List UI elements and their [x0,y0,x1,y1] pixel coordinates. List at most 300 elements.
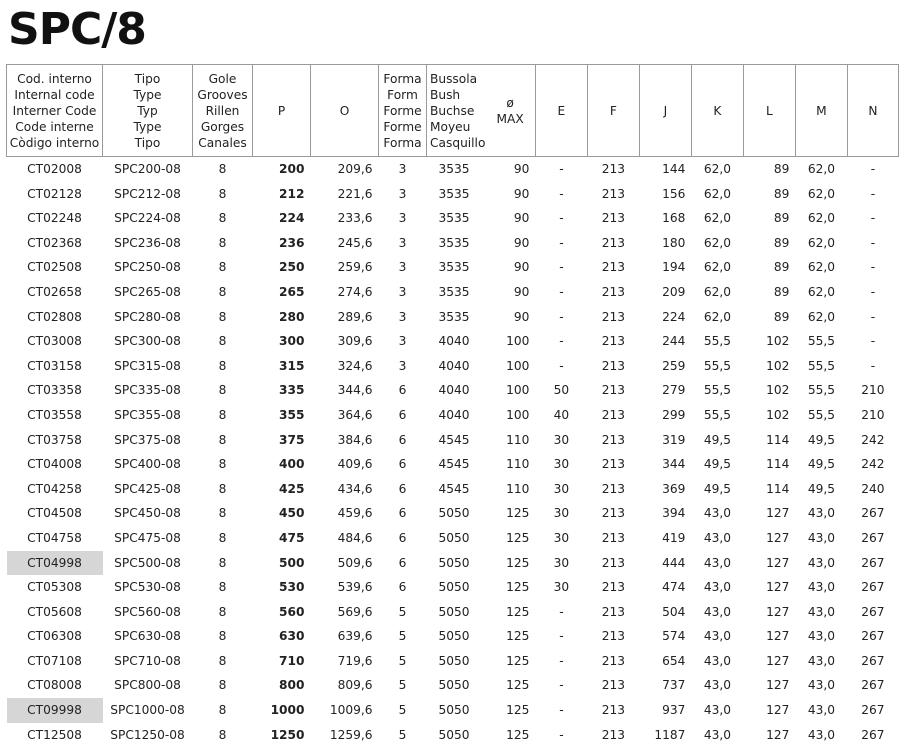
cell-p: 335 [279,383,305,398]
cell-j: 654 [662,653,686,668]
header-line: Tipo [134,71,161,86]
cell-l: 127 [766,727,790,742]
cell-type: SPC212-08 [114,186,181,201]
cell-o: 459,6 [337,506,373,521]
cell-code: CT02008 [27,162,82,176]
cell-form: 3 [398,186,407,201]
cell-code: CT02808 [27,309,82,324]
cell-grooves: 8 [218,727,227,742]
cell-dia-max: 90 [513,284,530,299]
cell-e: - [559,334,564,349]
cell-grooves: 8 [218,457,227,472]
header-line: Rillen [205,103,240,118]
cell-code: CT03158 [27,358,82,373]
cell-l: 127 [766,555,790,570]
table-row [7,428,899,453]
cell-grooves: 8 [218,506,227,521]
header-e [535,65,587,157]
table-row [7,501,899,526]
cell-j: 224 [662,309,686,324]
cell-k: 62,0 [703,211,731,226]
cell-p: 236 [279,235,305,250]
cell-bush: 3535 [438,235,470,250]
cell-p: 1250 [270,727,305,742]
table-row [7,624,899,649]
cell-n: - [870,334,876,349]
cell-code: CT02508 [27,260,82,275]
cell-n: - [870,211,876,226]
header-line: M [816,103,827,118]
cell-j: 737 [662,678,686,693]
cell-grooves: 8 [218,358,227,373]
cell-o: 344,6 [337,383,373,398]
cell-code: CT07108 [27,653,82,668]
cell-dia-max: 125 [506,506,530,521]
cell-grooves: 8 [218,383,227,398]
cell-bush: 4040 [438,383,470,398]
cell-j: 474 [662,580,686,595]
cell-type: SPC475-08 [114,530,181,545]
cell-j: 369 [662,481,686,496]
cell-e: - [559,727,564,742]
cell-code: CT12508 [27,727,82,742]
cell-n: 267 [861,580,885,595]
cell-p: 425 [279,481,305,496]
cell-f: 213 [601,530,626,545]
cell-n: - [870,235,876,250]
header-code [7,65,103,157]
cell-dia-max: 110 [506,432,530,447]
cell-o: 409,6 [337,457,373,472]
cell-f: 213 [601,727,626,742]
cell-o: 1009,6 [329,703,373,718]
cell-e: 30 [553,506,570,521]
cell-e: 30 [553,580,570,595]
header-line: P [277,103,286,118]
header-line: Tipo [134,135,161,150]
cell-m: 43,0 [807,580,835,595]
cell-p: 224 [279,211,305,226]
cell-e: - [559,653,564,668]
cell-type: SPC355-08 [114,407,181,422]
cell-e: - [559,309,564,324]
cell-o: 509,6 [337,555,373,570]
cell-grooves: 8 [218,555,227,570]
cell-m: 62,0 [807,284,835,299]
header-line: MAX [496,111,524,126]
cell-code: CT08008 [27,678,82,693]
cell-j: 504 [662,604,686,619]
cell-k: 43,0 [703,580,731,595]
cell-m: 62,0 [807,309,835,324]
header-line: Bussola [430,71,478,86]
cell-n: 267 [861,506,885,521]
cell-dia-max: 100 [506,407,530,422]
cell-grooves: 8 [218,309,227,324]
cell-l: 127 [766,678,790,693]
cell-k: 43,0 [703,506,731,521]
cell-type: SPC400-08 [114,457,181,472]
cell-o: 274,6 [337,284,373,299]
cell-o: 309,6 [337,334,373,349]
cell-f: 213 [601,481,626,496]
cell-grooves: 8 [218,629,227,644]
cell-o: 324,6 [337,358,373,373]
cell-o: 809,6 [337,678,373,693]
cell-k: 43,0 [703,629,731,644]
cell-p: 560 [279,604,305,619]
cell-l: 102 [766,358,790,373]
cell-n: 267 [861,604,885,619]
cell-dia-max: 100 [506,358,530,373]
cell-type: SPC425-08 [114,481,181,496]
cell-e: 30 [553,555,570,570]
header-bush [427,65,486,157]
cell-bush: 3535 [438,309,470,324]
header-p [253,65,311,157]
table-row [7,477,899,502]
cell-grooves: 8 [218,407,227,422]
cell-f: 213 [601,186,626,201]
cell-f: 213 [601,629,626,644]
cell-f: 213 [601,334,626,349]
cell-form: 6 [398,457,407,472]
cell-code: CT05608 [27,604,82,619]
table-row [7,157,899,182]
cell-bush: 5050 [438,653,470,668]
header-line: Type [133,119,162,134]
header-line: Interner Code [12,103,97,118]
cell-bush: 4545 [438,481,470,496]
cell-m: 55,5 [807,358,835,373]
cell-form: 5 [398,727,407,742]
cell-j: 180 [662,235,686,250]
cell-f: 213 [601,653,626,668]
header-line: O [339,103,350,118]
cell-m: 43,0 [807,506,835,521]
table-row [7,526,899,551]
cell-e: 40 [553,407,570,422]
cell-m: 62,0 [807,162,835,176]
cell-j: 394 [662,506,686,521]
cell-code: CT02658 [27,284,82,299]
table-row [7,452,899,477]
cell-n: - [870,284,876,299]
cell-e: - [559,235,564,250]
cell-form: 6 [398,432,407,447]
cell-e: - [559,678,564,693]
header-line: Code interne [15,119,94,134]
header-line: Còdigo interno [9,135,100,150]
cell-f: 213 [601,162,626,176]
cell-grooves: 8 [218,186,227,201]
cell-f: 213 [601,211,626,226]
cell-n: - [870,358,876,373]
cell-type: SPC450-08 [114,506,181,521]
cell-p: 250 [279,260,305,275]
cell-e: 50 [553,383,570,398]
cell-e: - [559,284,564,299]
cell-e: 30 [553,481,570,496]
cell-code: CT04998 [7,551,103,576]
cell-p: 355 [279,407,305,422]
cell-p: 800 [279,678,305,693]
cell-o: 484,6 [337,530,373,545]
cell-p: 475 [279,530,305,545]
cell-o: 1259,6 [329,727,373,742]
cell-bush: 4040 [438,334,470,349]
cell-m: 55,5 [807,407,835,422]
cell-k: 62,0 [703,186,731,201]
cell-n: 267 [861,629,885,644]
cell-grooves: 8 [218,162,227,176]
table-row [7,354,899,379]
cell-m: 62,0 [807,211,835,226]
cell-code: CT03008 [27,334,82,349]
cell-type: SPC1250-08 [110,727,185,742]
cell-o: 221,6 [337,186,373,201]
cell-f: 213 [601,235,626,250]
table-row [7,305,899,330]
table-row [7,378,899,403]
cell-p: 630 [279,629,305,644]
cell-l: 127 [766,653,790,668]
cell-n: 242 [861,432,885,447]
header-f [587,65,639,157]
header-line: Gole [208,71,237,86]
cell-l: 127 [766,580,790,595]
cell-k: 43,0 [703,653,731,668]
cell-o: 259,6 [337,260,373,275]
cell-o: 539,6 [337,580,373,595]
cell-l: 89 [773,186,790,201]
cell-grooves: 8 [218,481,227,496]
cell-k: 43,0 [703,727,731,742]
cell-code: CT05308 [27,580,82,595]
cell-p: 400 [279,457,305,472]
cell-m: 55,5 [807,383,835,398]
cell-grooves: 8 [218,580,227,595]
cell-j: 259 [662,358,686,373]
cell-j: 168 [662,211,686,226]
cell-grooves: 8 [218,653,227,668]
cell-code: CT03558 [27,407,82,422]
cell-m: 62,0 [807,186,835,201]
cell-dia-max: 90 [513,260,530,275]
cell-f: 213 [601,457,626,472]
cell-grooves: 8 [218,211,227,226]
cell-form: 3 [398,260,407,275]
cell-l: 102 [766,334,790,349]
cell-f: 213 [601,604,626,619]
header-line: ø [506,95,514,110]
cell-k: 55,5 [703,358,731,373]
cell-f: 213 [601,432,626,447]
header-line: Forma [383,71,422,86]
cell-n: 210 [861,383,885,398]
cell-m: 62,0 [807,260,835,275]
cell-m: 55,5 [807,334,835,349]
cell-code: CT03358 [27,383,82,398]
cell-n: - [870,309,876,324]
cell-f: 213 [601,703,626,718]
header-j [639,65,691,157]
cell-p: 500 [279,555,305,570]
header-line: Cod. interno [17,71,92,86]
cell-n: - [870,186,876,201]
header-line: K [713,103,722,118]
cell-m: 49,5 [807,481,835,496]
cell-type: SPC335-08 [114,383,181,398]
cell-e: - [559,211,564,226]
cell-k: 49,5 [703,457,731,472]
cell-e: - [559,629,564,644]
cell-dia-max: 90 [513,309,530,324]
cell-l: 89 [773,211,790,226]
cell-j: 244 [662,334,686,349]
table-row [7,329,899,354]
cell-dia-max: 110 [506,457,530,472]
cell-form: 6 [398,407,407,422]
cell-bush: 5050 [438,604,470,619]
header-line: Forme [383,103,422,118]
cell-l: 102 [766,407,790,422]
cell-n: 267 [861,653,885,668]
header-line: L [766,103,773,118]
cell-bush: 3535 [438,211,470,226]
header-line: Form [387,87,418,102]
cell-code: CT03758 [27,432,82,447]
cell-code: CT04008 [27,457,82,472]
header-m [795,65,847,157]
cell-k: 55,5 [703,383,731,398]
cell-dia-max: 100 [506,334,530,349]
cell-j: 444 [662,555,686,570]
cell-l: 102 [766,383,790,398]
cell-p: 530 [279,580,305,595]
cell-m: 43,0 [807,703,835,718]
cell-n: 267 [861,530,885,545]
cell-bush: 5050 [438,506,470,521]
cell-form: 6 [398,530,407,545]
cell-bush: 3535 [438,162,470,176]
cell-k: 43,0 [703,604,731,619]
cell-m: 43,0 [807,555,835,570]
cell-j: 344 [662,457,686,472]
cell-j: 209 [662,284,686,299]
cell-grooves: 8 [218,260,227,275]
cell-j: 574 [662,629,686,644]
cell-j: 1187 [654,727,686,742]
cell-type: SPC200-08 [114,162,181,176]
cell-form: 5 [398,604,407,619]
cell-bush: 5050 [438,530,470,545]
cell-type: SPC375-08 [114,432,181,447]
cell-n: 267 [861,727,885,742]
table-row [7,673,899,698]
cell-f: 213 [601,580,626,595]
cell-m: 62,0 [807,235,835,250]
cell-p: 265 [279,284,305,299]
cell-f: 213 [601,260,626,275]
cell-type: SPC265-08 [114,284,181,299]
header-form [379,65,427,157]
header-o [311,65,379,157]
cell-form: 5 [398,678,407,693]
cell-form: 3 [398,309,407,324]
header-n [847,65,898,157]
cell-o: 289,6 [337,309,373,324]
table-header-row [7,65,899,157]
header-line: Casquillo [430,135,486,150]
cell-grooves: 8 [218,284,227,299]
cell-bush: 3535 [438,284,470,299]
cell-dia-max: 90 [513,162,530,176]
cell-o: 384,6 [337,432,373,447]
cell-l: 89 [773,309,790,324]
cell-j: 419 [662,530,686,545]
cell-m: 43,0 [807,727,835,742]
table-row [7,206,899,231]
cell-code: CT06308 [27,629,82,644]
table-row [7,575,899,600]
cell-k: 62,0 [703,284,731,299]
cell-form: 6 [398,506,407,521]
table-row [7,403,899,428]
cell-k: 62,0 [703,162,731,176]
cell-p: 300 [279,334,305,349]
cell-grooves: 8 [218,703,227,718]
cell-e: - [559,358,564,373]
cell-m: 43,0 [807,678,835,693]
cell-type: SPC560-08 [114,604,181,619]
cell-k: 43,0 [703,703,731,718]
cell-dia-max: 125 [506,653,530,668]
cell-j: 194 [662,260,686,275]
cell-form: 5 [398,653,407,668]
cell-type: SPC710-08 [114,653,181,668]
header-k [691,65,743,157]
cell-code: CT04258 [27,481,82,496]
cell-dia-max: 90 [513,211,530,226]
cell-e: - [559,703,564,718]
header-line: Canales [198,135,247,150]
cell-l: 89 [773,162,790,176]
cell-form: 6 [398,555,407,570]
table-row [7,255,899,280]
cell-bush: 4545 [438,432,470,447]
header-grooves [193,65,253,157]
cell-type: SPC315-08 [114,358,181,373]
header-line: F [609,103,617,118]
cell-k: 43,0 [703,530,731,545]
cell-l: 89 [773,284,790,299]
cell-grooves: 8 [218,334,227,349]
cell-o: 639,6 [337,629,373,644]
cell-l: 127 [766,530,790,545]
cell-type: SPC250-08 [114,260,181,275]
cell-o: 569,6 [337,604,373,619]
cell-grooves: 8 [218,678,227,693]
cell-k: 62,0 [703,235,731,250]
cell-form: 6 [398,481,407,496]
cell-code: CT04508 [27,506,82,521]
cell-f: 213 [601,506,626,521]
cell-l: 127 [766,629,790,644]
header-dia-max [485,65,535,157]
cell-j: 144 [662,162,686,176]
cell-k: 62,0 [703,309,731,324]
